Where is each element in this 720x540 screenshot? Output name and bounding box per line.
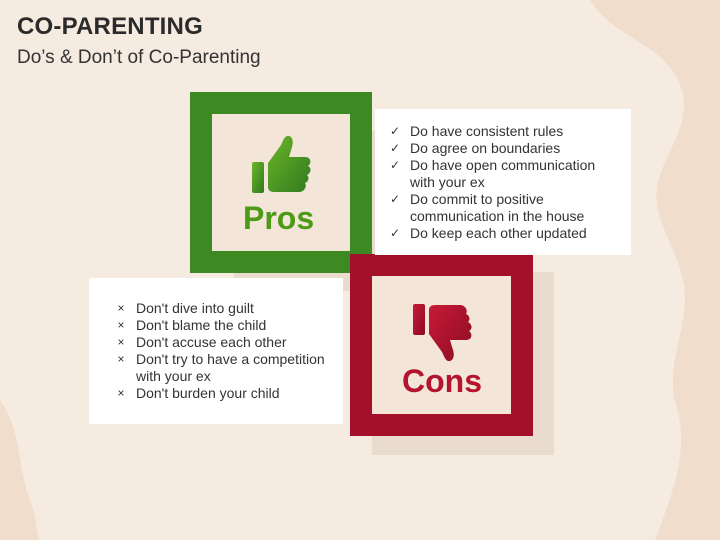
cross-icon: × bbox=[117, 386, 125, 400]
cross-icon: × bbox=[117, 301, 125, 315]
check-icon: ✓ bbox=[389, 124, 401, 138]
check-icon: ✓ bbox=[389, 158, 401, 172]
cons-list bbox=[113, 300, 333, 402]
list-item: ✓ Do agree on boundaries bbox=[387, 140, 621, 157]
page-title: CO-PARENTING bbox=[17, 13, 203, 40]
list-item: × Don't blame the child bbox=[113, 317, 333, 334]
list-item: ✓ Do keep each other updated bbox=[387, 225, 621, 242]
page-subtitle: Do’s & Don’t of Co-Parenting bbox=[17, 47, 261, 68]
cons-label: Cons bbox=[402, 363, 482, 399]
check-icon: ✓ bbox=[389, 226, 401, 240]
cross-icon: × bbox=[117, 352, 125, 366]
cross-icon: × bbox=[117, 335, 125, 349]
list-item: × Don't burden your child bbox=[113, 385, 333, 402]
list-item: × Don't accuse each other bbox=[113, 334, 333, 351]
check-icon: ✓ bbox=[389, 192, 401, 206]
list-item: ✓ Do commit to positive communication in the house bbox=[387, 191, 621, 225]
list-item: ✓ Do have open communication with your ex bbox=[387, 157, 621, 191]
cross-icon: × bbox=[117, 318, 125, 332]
list-item: × Don't dive into guilt bbox=[113, 300, 333, 317]
pros-list-card bbox=[375, 109, 631, 255]
thumbs-down-icon bbox=[411, 301, 473, 363]
pros-label: Pros bbox=[243, 200, 315, 236]
list-item: ✓ Do have consistent rules bbox=[387, 123, 621, 140]
thumbs-up-icon bbox=[250, 135, 312, 197]
check-icon: ✓ bbox=[389, 141, 401, 155]
list-item: × Don't try to have a competition with your ex bbox=[113, 351, 333, 385]
cons-list-card bbox=[89, 278, 343, 424]
pros-list bbox=[387, 123, 621, 242]
